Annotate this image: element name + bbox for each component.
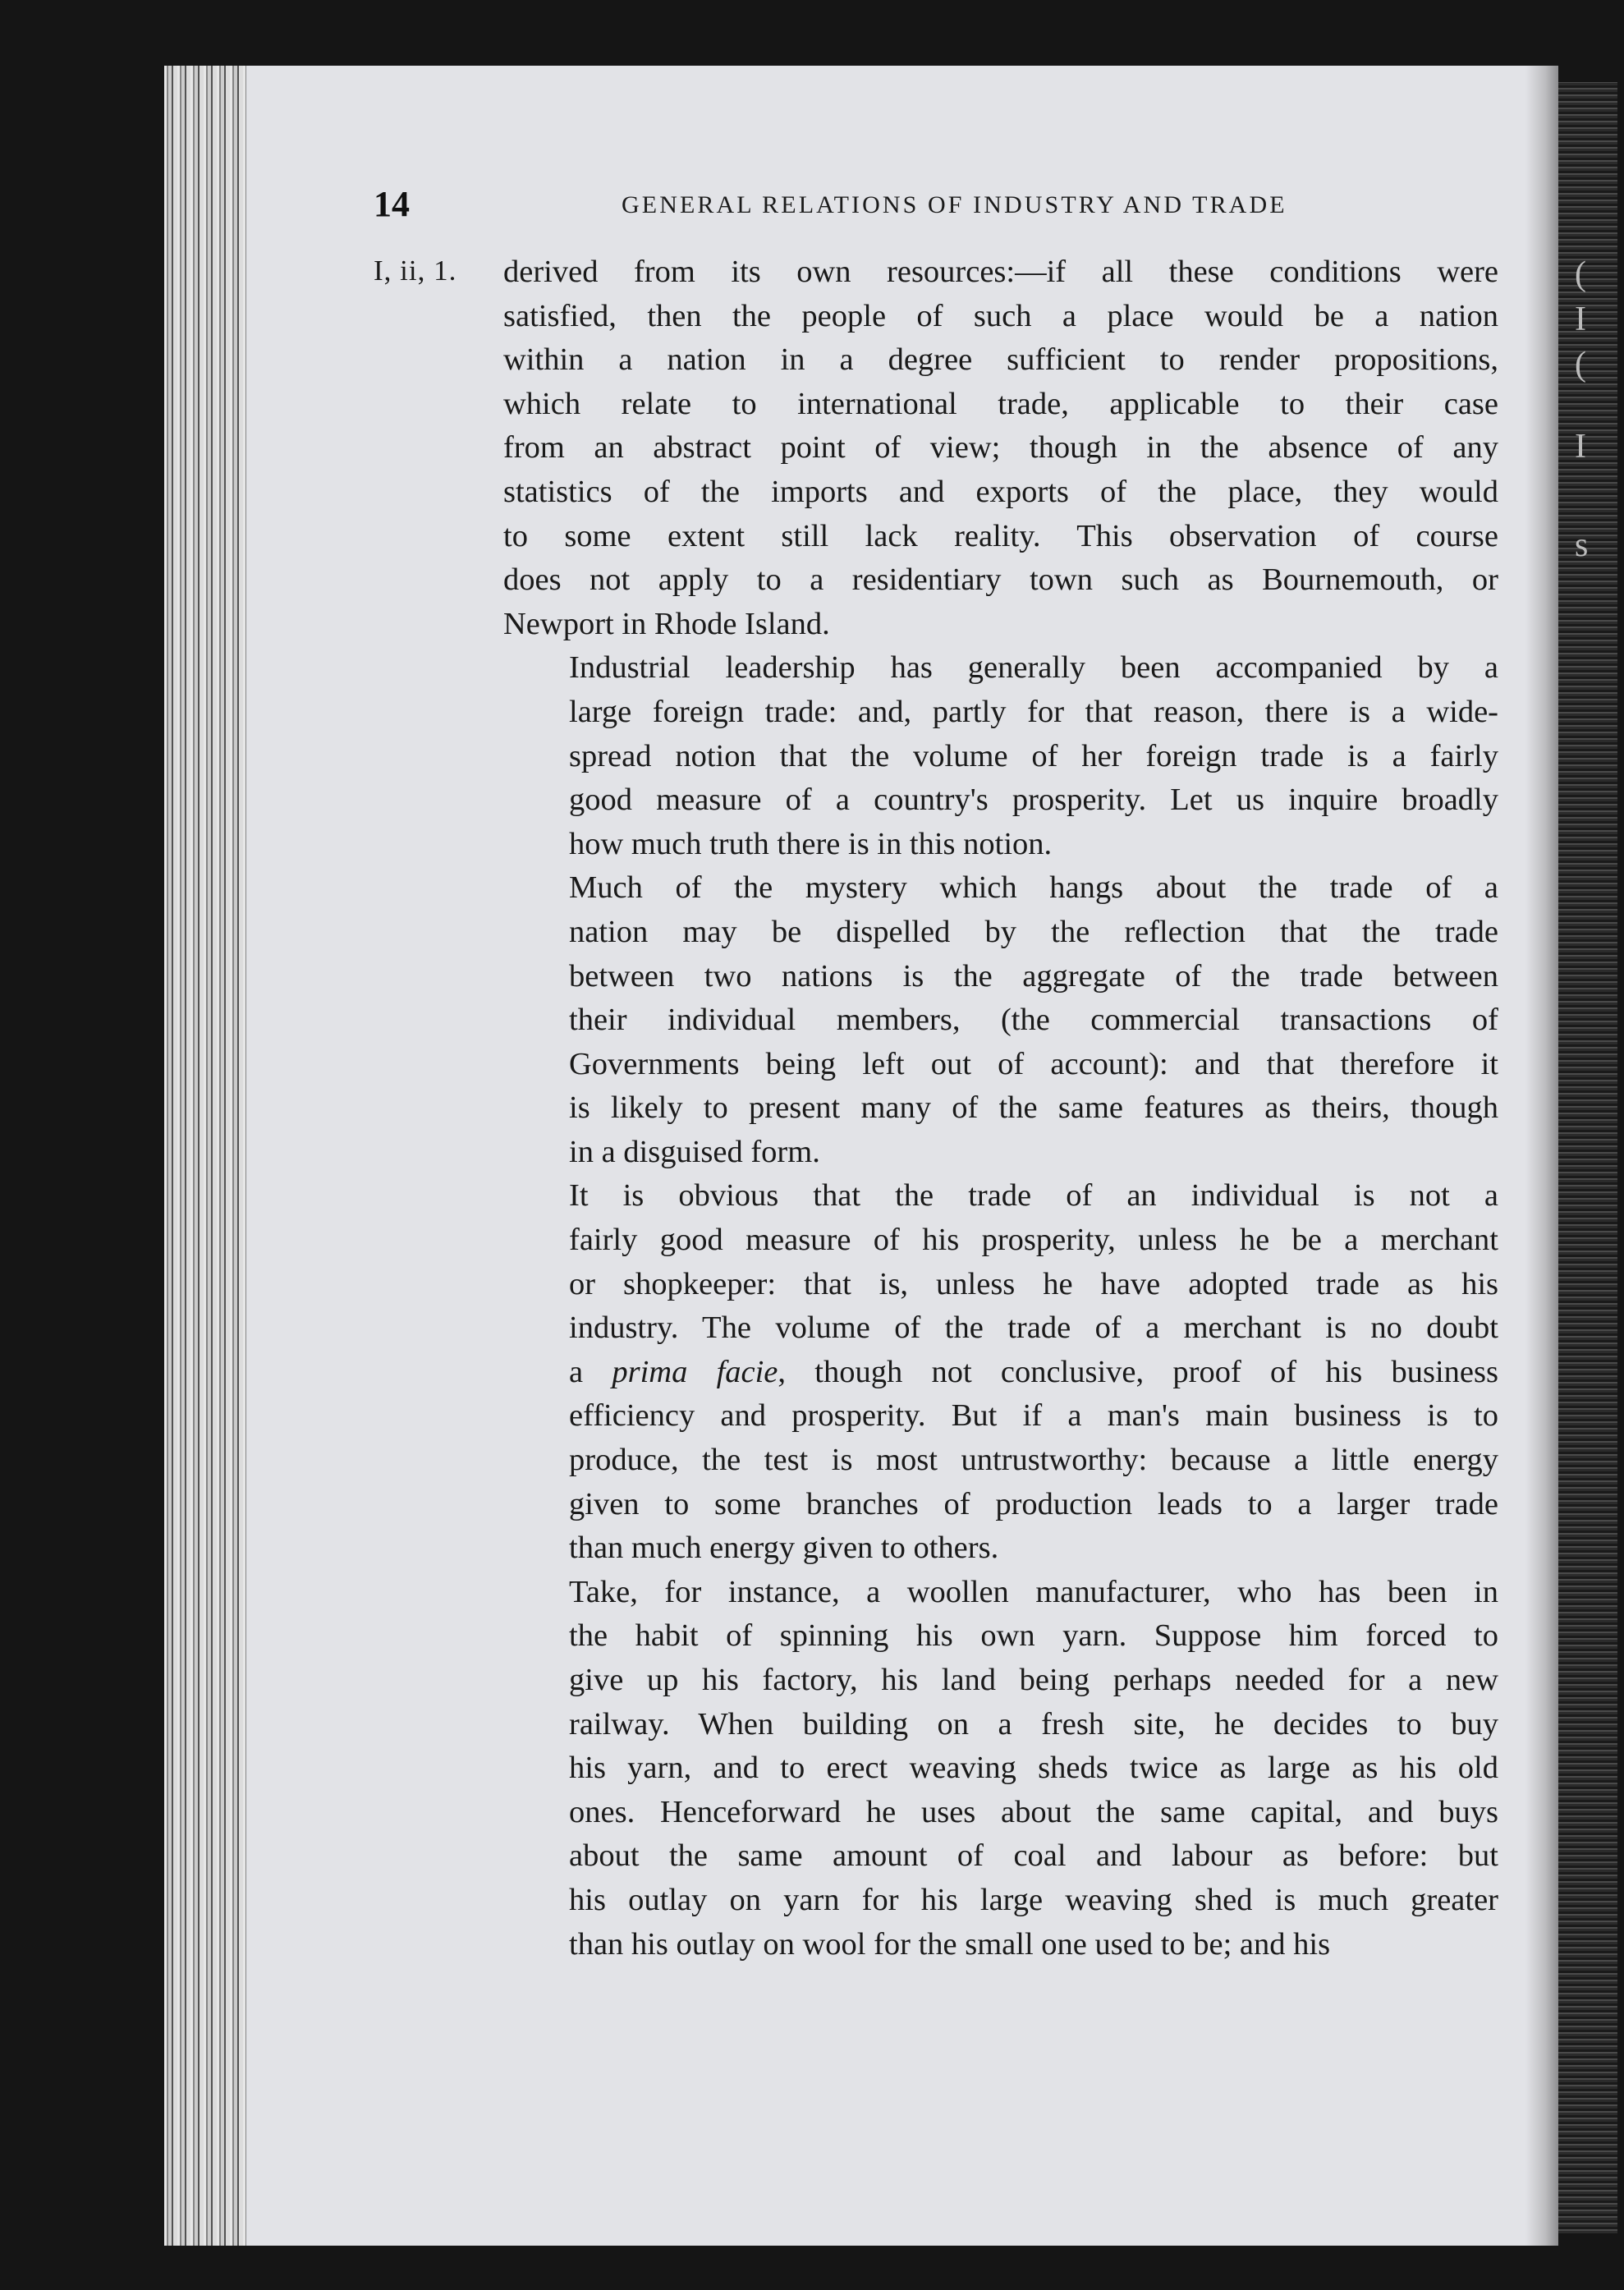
text-line: his outlay on yarn for his large weaving shed is much greater (569, 1882, 1498, 1917)
text-line: derived from its own resources:—if all these conditions were (503, 255, 1498, 289)
text-line: than much energy given to others. (569, 1530, 999, 1566)
text-line: the habit of spinning his own yarn. Suppose him forced to (569, 1618, 1498, 1654)
text-line: fairly good measure of his prosperity, unless he be a merchant (569, 1223, 1498, 1258)
text-line: Take, for instance, a woollen manufacturer, who has been in (569, 1574, 1498, 1609)
text-line: between two nations is the aggregate of the trade between (569, 958, 1498, 994)
paragraph (503, 1174, 1498, 1570)
running-head-title: GENERAL RELATIONS OF INDUSTRY AND TRADE (622, 191, 1287, 218)
facing-page-letter: ( (1575, 346, 1586, 383)
text-line: produce, the test is most untrustworthy: because a little energy (569, 1443, 1498, 1478)
text-line: given to some branches of production leads to a larger trade (569, 1486, 1498, 1521)
text-line: It is obvious that the trade of an individual is not a (569, 1178, 1498, 1214)
facing-page-letter: I (1575, 301, 1586, 338)
text-line: within a nation in a degree sufficient to render propositions, (503, 342, 1498, 378)
text-line: which relate to international trade, applicable to their case (503, 386, 1498, 421)
text-line: Industrial leadership has generally been accompanied by a (569, 650, 1498, 686)
paragraph (503, 866, 1498, 1174)
facing-page-letter: s (1575, 526, 1589, 564)
page-gutter-shadow (1525, 66, 1558, 2246)
book-binding-edge (164, 66, 259, 2246)
text-line: does not apply to a residentiary town such as Bournemouth, or (503, 562, 1498, 598)
facing-page-letter: ( (1575, 255, 1586, 293)
paragraph (503, 1571, 1498, 1966)
facing-page-letter: I (1575, 428, 1586, 466)
text-line: to some extent still lack reality. This observation of course (503, 518, 1498, 553)
paragraph (503, 250, 1498, 646)
text-line: industry. The volume of the trade of a merchant is no doubt (569, 1310, 1498, 1346)
running-header (374, 183, 1367, 232)
text-line: is likely to present many of the same features as theirs, though (569, 1090, 1498, 1126)
text-line: Governments being left out of account): and that therefore it (569, 1046, 1498, 1081)
text-line: than his outlay on wool for the small one used to be; and his (569, 1926, 1331, 1962)
text-line: efficiency and prosperity. But if a man's main business is to (569, 1398, 1498, 1434)
text-line: railway. When building on a fresh site, he decides to buy (569, 1706, 1498, 1742)
text-line: in a disguised form. (569, 1134, 820, 1169)
text-line: give up his factory, his land being perhaps needed for a new (569, 1663, 1498, 1697)
page-number: 14 (374, 184, 410, 224)
text-line: good measure of a country's prosperity. Let us inquire broadly (569, 782, 1498, 818)
text-line: his yarn, and to erect weaving sheds twice as large as his old (569, 1751, 1498, 1786)
text-line: from an abstract point of view; though in the absence of any (503, 430, 1498, 466)
text-run: a (569, 1354, 612, 1389)
text-line: or shopkeeper: that is, unless he have adopted trade as his (569, 1266, 1498, 1301)
text-line: Much of the mystery which hangs about the trade of a (569, 870, 1498, 906)
text-line: Newport in Rhode Island. (503, 606, 830, 641)
text-line (503, 1351, 1498, 1395)
text-run: , though not conclusive, proof of his business (778, 1354, 1498, 1389)
text-line: statistics of the imports and exports of the place, they would (503, 474, 1498, 509)
text-line: nation may be dispelled by the reflection that the trade (569, 914, 1498, 949)
paragraph (503, 646, 1498, 866)
text-line: about the same amount of coal and labour as before: but (569, 1838, 1498, 1874)
text-line: spread notion that the volume of her foreign trade is a fairly (569, 738, 1498, 773)
marginal-section-reference: I, ii, 1. (374, 255, 457, 287)
body-text (503, 250, 1498, 1966)
text-line: ones. Henceforward he uses about the same capital, and buys (569, 1794, 1498, 1829)
facing-page-edge (1558, 82, 1617, 2233)
text-line: how much truth there is in this notion. (569, 826, 1053, 861)
text-line: satisfied, then the people of such a place would be a nation (503, 298, 1498, 333)
text-line: large foreign trade: and, partly for that reason, there is a wide- (569, 694, 1498, 729)
italic-phrase: prima facie (612, 1354, 778, 1389)
text-line: their individual members, (the commercial transactions of (569, 1003, 1498, 1038)
